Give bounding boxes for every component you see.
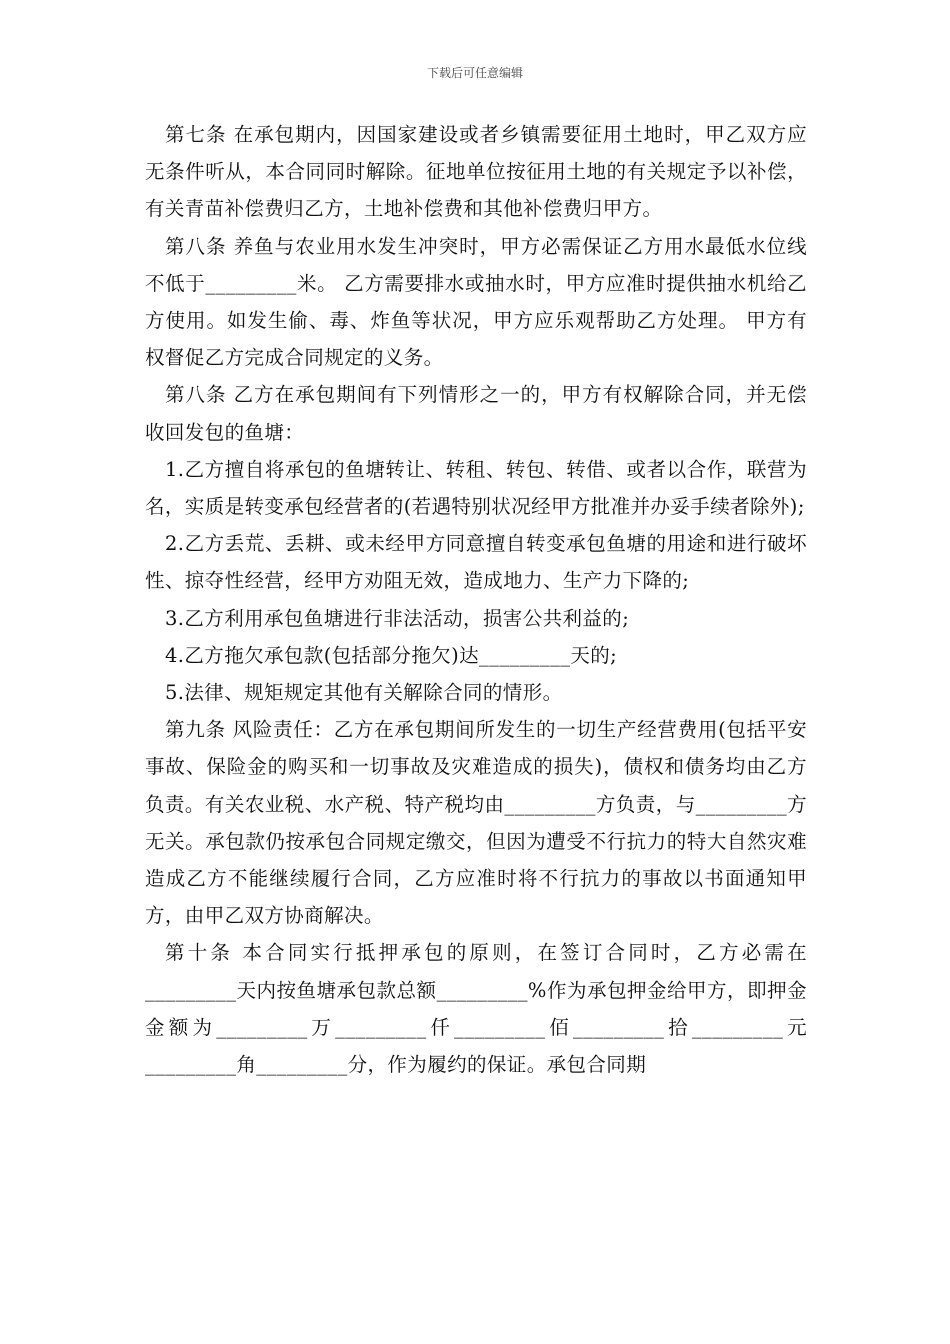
article-9-paragraph: 第九条 风险责任：乙方在承包期间所发生的一切生产经营费用(包括平安事故、保险金的购买和一切事故及灾难造成的损失)，债权和债务均由乙方负责。有关农业税、水产税、特产税均由_________方负责，与_________方无关。承包款仍按承包合同规定缴交，但因为遭受不行抗力的特大自然灾难造成乙方不能继续履行合同，乙方应准时将不行抗力的事故以书面通知甲方，由甲乙双方协商解决。 [145,718,807,928]
article-8-water-paragraph: 第八条 养鱼与农业用水发生冲突时，甲方必需保证乙方用水最低水位线不低于_________米。 乙方需要排水或抽水时，甲方应准时提供抽水机给乙方使用。如发生偷、毒、炸鱼等状况，甲方应乐观帮助乙方处理。 甲方有权督促乙方完成合同规定的义务。 [145,234,807,370]
page-header-note: 下载后可任意编辑 [426,66,523,80]
termination-item-2: 2.乙方丢荒、丢耕、或未经甲方同意擅自转变承包鱼塘的用途和进行破坏性、掠夺性经营，经甲方劝阻无效，造成地力、生产力下降的; [145,532,807,593]
article-7-paragraph: 第七条 在承包期内，因国家建设或者乡镇需要征用土地时，甲乙双方应无条件听从，本合同同时解除。征地单位按征用土地的有关规定予以补偿，有关青苗补偿费归乙方，土地补偿费和其他补偿费归甲方。 [145,123,807,221]
article-8-termination-paragraph: 第八条 乙方在承包期间有下列情形之一的，甲方有权解除合同，并无偿收回发包的鱼塘： [145,383,807,444]
termination-item-5: 5.法律、规矩规定其他有关解除合同的情形。 [165,681,563,705]
article-10-paragraph: 第十条 本合同实行抵押承包的原则，在签订合同时，乙方必需在_________天内按鱼塘承包款总额_________%作为承包押金给甲方，即押金金额为_________万_________仟_________佰_________拾_________元_________角_________分，作为履约的保证。承包合同期 [145,941,807,1077]
contract-body [145,116,807,1083]
termination-item-3: 3.乙方利用承包鱼塘进行非法活动，损害公共利益的; [165,606,630,630]
termination-item-4: 4.乙方拖欠承包款(包括部分拖欠)达_________天的; [165,643,618,667]
termination-item-1: 1.乙方擅自将承包的鱼塘转让、转租、转包、转借、或者以合作，联营为名，实质是转变承包经营者的(若遇特别状况经甲方批准并办妥手续者除外); [145,457,807,519]
